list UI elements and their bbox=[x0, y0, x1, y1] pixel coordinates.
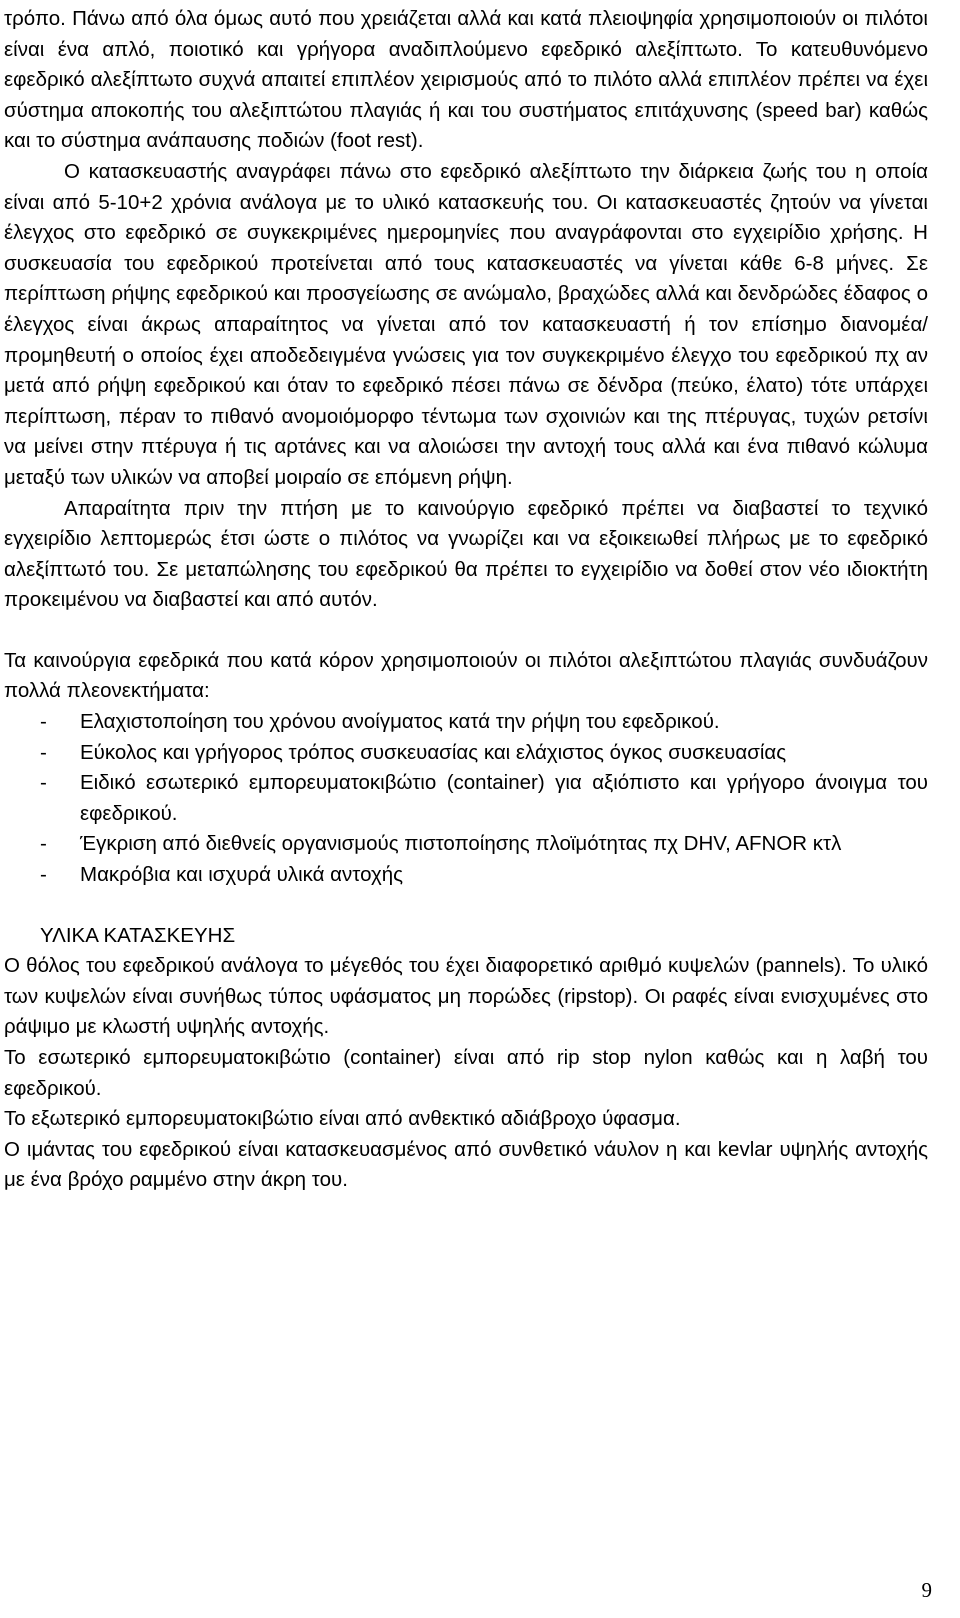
paragraph-advantages-intro: Τα καινούργια εφεδρικά που κατά κόρον χρησιμοποιούν οι πιλότοι αλεξιπτώτου πλαγιάς συνδυάζουν πολλά πλεονεκτήματα: bbox=[4, 648, 928, 703]
list-item-text: Ελαχιστοποίηση του χρόνου ανοίγματος κατά την ρήψη του εφεδρικού. bbox=[80, 710, 720, 734]
list-item-text: Ειδικό εσωτερικό εμπορευματοκιβώτιο (container) για αξιόπιστο και γρήγορο άνοιγμα του εφεδρικού. bbox=[80, 771, 928, 825]
spacer bbox=[4, 891, 928, 921]
page-number: 9 bbox=[921, 1578, 932, 1602]
paragraph-canopy: Ο θόλος του εφεδρικού ανάλογα το μέγεθός του έχει διαφορετικό αριθμό κυψελών (pannels). Το υλικό των κυψελών είναι συνήθως τύπος υφάσματος μη πορώδες (ripstop). Οι ραφές είναι ενισχυμένες στο ράψιμο με κλωστή υψηλής αντοχής. bbox=[4, 954, 928, 1039]
paragraph-inner-container: Το εσωτερικό εμπορευματοκιβώτιο (container) είναι από rip stop nylon καθώς και η λαβή του εφεδρικού. bbox=[4, 1046, 928, 1100]
bullet-dash: - bbox=[40, 863, 47, 887]
list-item-text: Μακρόβια και ισχυρά υλικά αντοχής bbox=[80, 863, 403, 887]
list-item bbox=[4, 707, 928, 738]
section-heading-materials: ΥΛΙΚΑ ΚΑΤΑΣΚΕΥΗΣ bbox=[40, 923, 236, 947]
list-item-text: Εύκολος και γρήγορος τρόπος συσκευασίας και ελάχιστος όγκος συσκευασίας bbox=[80, 740, 787, 764]
paragraph-bridle: Ο ιμάντας του εφεδρικού είναι κατασκευασμένος από συνθετικό νάυλον η και kevlar υψηλής αντοχής με ένα βρόχο ραμμένο στην άκρη του. bbox=[4, 1137, 928, 1192]
list-item bbox=[4, 829, 928, 860]
list-item bbox=[4, 738, 928, 769]
list-item-text: Έγκριση από διεθνείς οργανισμούς πιστοποίησης πλοϊμότητας πχ DHV, AFNOR κτλ bbox=[80, 832, 842, 856]
document-page bbox=[4, 4, 928, 1196]
advantages-list bbox=[4, 707, 928, 891]
spacer bbox=[4, 616, 928, 646]
paragraph-lifespan-inspection: Ο κατασκευαστής αναγράφει πάνω στο εφεδρικό αλεξίπτωτο την διάρκεια ζωής του η οποία είναι από 5-10+2 χρόνια ανάλογα με το υλικό κατασκευής του. Οι κατασκευαστές ζητούν να γίνεται έλεγχος στο εφεδρικό σε συγκεκριμένες ημερομηνίες που αναγράφονται στο εγχειρίδιο χρήσης. Η συσκευασία του εφεδρικού προτείνεται από τους κατασκευαστές να γίνεται κάθε 6-8 μήνες. Σε περίπτωση ρήψης εφεδρικού και προσγείωσης σε ανώμαλο, βραχώδες αλλά και δενδρώδες έδαφος ο έλεγχος είναι άκρως απαραίτητος να γίνεται από τον κατασκευαστή ή τον επίσημο διανομέα/ προμηθευτή ο οποίος έχει αποδεδειγμένα γνώσεις για τον συγκεκριμένο έλεγχο του εφεδρικού πχ αν μετά από ρήψη εφεδρικού και όταν το εφεδρικό πέσει πάνω σε δένδρα (πεύκο, έλατο) τότε υπάρχει περίπτωση, πέραν το πιθανό ανομοιόμορφο τέντωμα των σχοινιών και της πτέρυγας, τυχών ρετσίνι να μείνει στην πτέρυγα ή τις αρτάνες και να αλοιώσει την αντοχή τους αλλά και ένα πιθανό κώλυμα μεταξύ των υλικών να αποβεί μοιραίο σε επόμενη ρήψη. bbox=[4, 159, 928, 489]
bullet-dash: - bbox=[40, 832, 47, 856]
paragraph-outer-container: Το εξωτερικό εμπορευματοκιβώτιο είναι από ανθεκτικό αδιάβροχο ύφασμα. bbox=[4, 1107, 681, 1131]
paragraph-reserve-steering: τρόπο. Πάνω από όλα όμως αυτό που χρειάζεται αλλά και κατά πλειοψηφία χρησιμοποιούν οι πιλότοι είναι ένα απλό, ποιοτικό και γρήγορα αναδιπλούμενο εφεδρικό αλεξίπτωτο. Το κατευθυνόμενο εφεδρικό αλεξίπτωτο συχνά απαιτεί επιπλέον χειρισμούς από το πιλότο αλλά επιπλέον πρέπει να έχει σύστημα αποκοπής του αλεξιπτώτου πλαγιάς ή και του συστήματος επιτάχυνσης (speed bar) καθώς και το σύστημα ανάπαυσης ποδιών (foot rest). bbox=[4, 7, 928, 153]
bullet-dash: - bbox=[40, 740, 47, 764]
list-item bbox=[4, 768, 928, 829]
paragraph-manual-reading: Απαραίτητα πριν την πτήση με το καινούργιο εφεδρικό πρέπει να διαβαστεί το τεχνικό εγχειρίδιο λεπτομερώς έτσι ώστε ο πιλότος να γνωρίζει και να εξοικειωθεί πλήρως με το εφεδρικό αλεξίπτωτό του. Σε μεταπώλησης του εφεδρικού θα πρέπει το εγχειρίδιο να δοθεί στον νέο ιδιοκτήτη προκειμένου να διαβαστεί και από αυτόν. bbox=[4, 496, 928, 612]
list-item bbox=[4, 860, 928, 891]
bullet-dash: - bbox=[40, 710, 47, 734]
bullet-dash: - bbox=[40, 771, 47, 795]
